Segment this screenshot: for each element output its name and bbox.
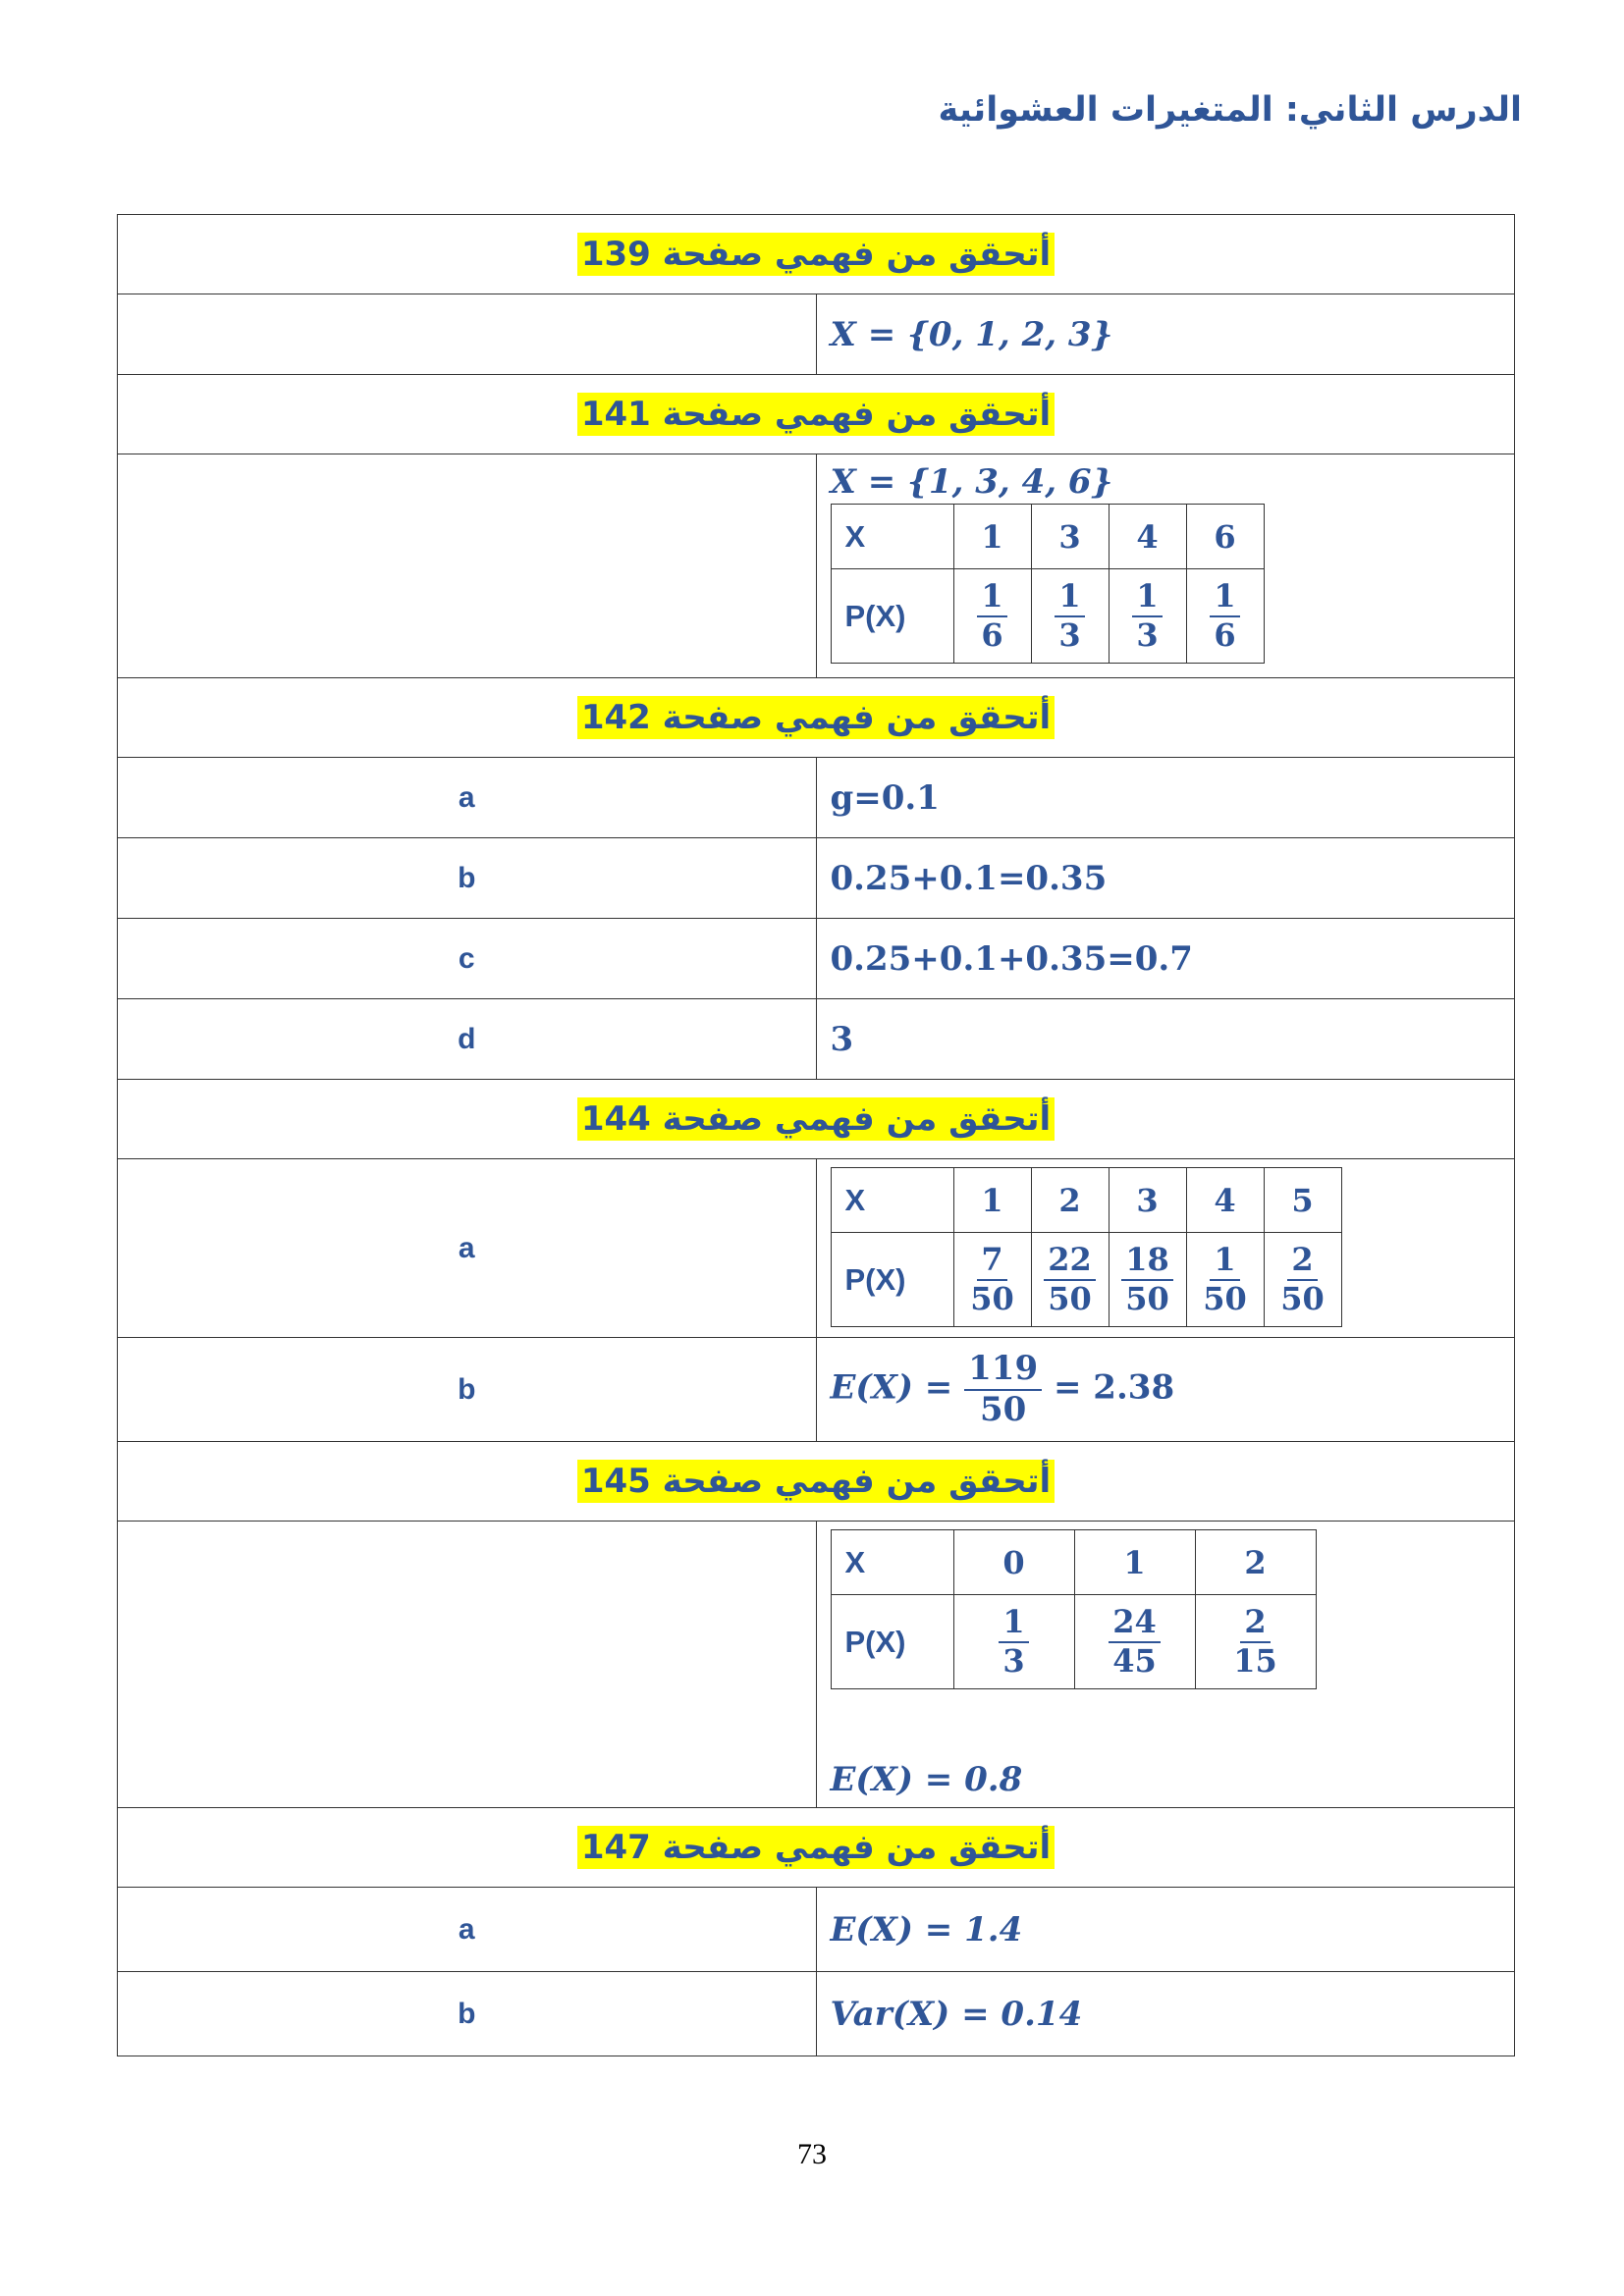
x-value: 5	[1264, 1168, 1341, 1233]
answer-row-144-a	[118, 1159, 1515, 1338]
probability-fraction: $\frac{24}{45}$	[1109, 1606, 1161, 1678]
row-label	[118, 454, 817, 678]
answer-row-142-d	[118, 999, 1515, 1080]
probability-fraction: $\frac{1}{3}$	[1055, 580, 1084, 652]
section-header-141	[118, 375, 1515, 454]
answer-row-144-b	[118, 1338, 1515, 1442]
distribution-table-144	[831, 1167, 1342, 1327]
row-label	[118, 294, 817, 375]
lesson-title: الدرس الثاني: المتغيرات العشوائية	[938, 90, 1522, 130]
row-label: b	[118, 1338, 817, 1442]
x-value: 3	[1109, 1168, 1186, 1233]
x-value: 0	[953, 1530, 1074, 1595]
row-header-p: P(X)	[831, 1233, 953, 1327]
probability-fraction: $\frac{1}{3}$	[1132, 580, 1162, 652]
section-header-145	[118, 1442, 1515, 1522]
section-header-139	[118, 215, 1515, 294]
probability-fraction: $\frac{2}{50}$	[1280, 1240, 1325, 1317]
x-value: 2	[1031, 1168, 1109, 1233]
answer-147-a: E(X) = 1.4	[830, 1909, 1023, 1949]
answer-row-147-a	[118, 1888, 1515, 1972]
answer-row-147-b	[118, 1972, 1515, 2056]
x-value: 1	[953, 505, 1031, 569]
expectation-lhs: E(X) =	[830, 1367, 953, 1408]
section-title-147: أتحقق من فهمي صفحة 147	[577, 1826, 1055, 1869]
expectation-145: E(X) = 0.8	[830, 1760, 1023, 1799]
x-value: 6	[1186, 505, 1264, 569]
row-label: a	[118, 1888, 817, 1972]
section-title-142: أتحقق من فهمي صفحة 142	[577, 696, 1055, 739]
probability-fraction: $\frac{22}{50}$	[1044, 1244, 1096, 1315]
answer-row-139	[118, 294, 1515, 375]
row-label: b	[118, 1972, 817, 2056]
row-label: c	[118, 919, 817, 999]
expectation-fraction: $\frac{119}{50}$	[964, 1352, 1042, 1427]
x-value: 4	[1186, 1168, 1264, 1233]
x-value: 1	[1074, 1530, 1195, 1595]
section-title-144: أتحقق من فهمي صفحة 144	[577, 1097, 1055, 1141]
answer-row-142-c	[118, 919, 1515, 999]
answers-table	[117, 214, 1515, 2056]
probability-fraction: $\frac{2}{15}$	[1233, 1602, 1277, 1680]
answer-142-b: 0.25+0.1=0.35	[830, 858, 1108, 898]
section-header-147	[118, 1808, 1515, 1888]
row-header-x: X	[831, 505, 953, 569]
answer-142-c: 0.25+0.1+0.35=0.7	[830, 938, 1193, 979]
distribution-table-141	[831, 504, 1265, 664]
probability-fraction: $\frac{1}{3}$	[999, 1606, 1028, 1678]
answer-row-141	[118, 454, 1515, 678]
answer-147-b: Var(X) = 0.14	[830, 1994, 1083, 2034]
answer-142-a: g=0.1	[830, 777, 940, 818]
row-label: d	[118, 999, 817, 1080]
x-value: 2	[1195, 1530, 1316, 1595]
x-value: 4	[1109, 505, 1186, 569]
probability-fraction: $\frac{7}{50}$	[970, 1240, 1014, 1317]
section-header-144	[118, 1080, 1515, 1159]
probability-fraction: $\frac{18}{50}$	[1121, 1244, 1173, 1315]
x-value: 3	[1031, 505, 1109, 569]
row-header-x: X	[831, 1530, 953, 1595]
row-label	[118, 1522, 817, 1808]
expectation-rhs: = 2.38	[1053, 1367, 1175, 1408]
probability-fraction: $\frac{1}{6}$	[1210, 580, 1239, 652]
distribution-table-145	[831, 1529, 1317, 1689]
page-number: 73	[797, 2138, 827, 2170]
row-label: a	[118, 758, 817, 838]
row-header-x: X	[831, 1168, 953, 1233]
row-label: b	[118, 838, 817, 919]
row-header-p: P(X)	[831, 569, 953, 664]
answer-139: X = {0, 1, 2, 3}	[830, 314, 1113, 354]
answer-row-142-a	[118, 758, 1515, 838]
section-title-141: أتحقق من فهمي صفحة 141	[577, 393, 1055, 436]
answer-row-145	[118, 1522, 1515, 1808]
answer-row-142-b	[118, 838, 1515, 919]
answer-142-d: 3	[830, 1019, 854, 1059]
row-label: a	[118, 1159, 817, 1338]
probability-fraction: $\frac{1}{50}$	[1203, 1240, 1247, 1317]
section-title-145: أتحقق من فهمي صفحة 145	[577, 1460, 1055, 1503]
row-header-p: P(X)	[831, 1595, 953, 1689]
probability-fraction: $\frac{1}{6}$	[977, 580, 1006, 652]
x-value: 1	[953, 1168, 1031, 1233]
section-title-139: أتحقق من فهمي صفحة 139	[577, 233, 1055, 276]
section-header-142	[118, 678, 1515, 758]
set-141: X = {1, 3, 4, 6}	[830, 462, 1113, 502]
